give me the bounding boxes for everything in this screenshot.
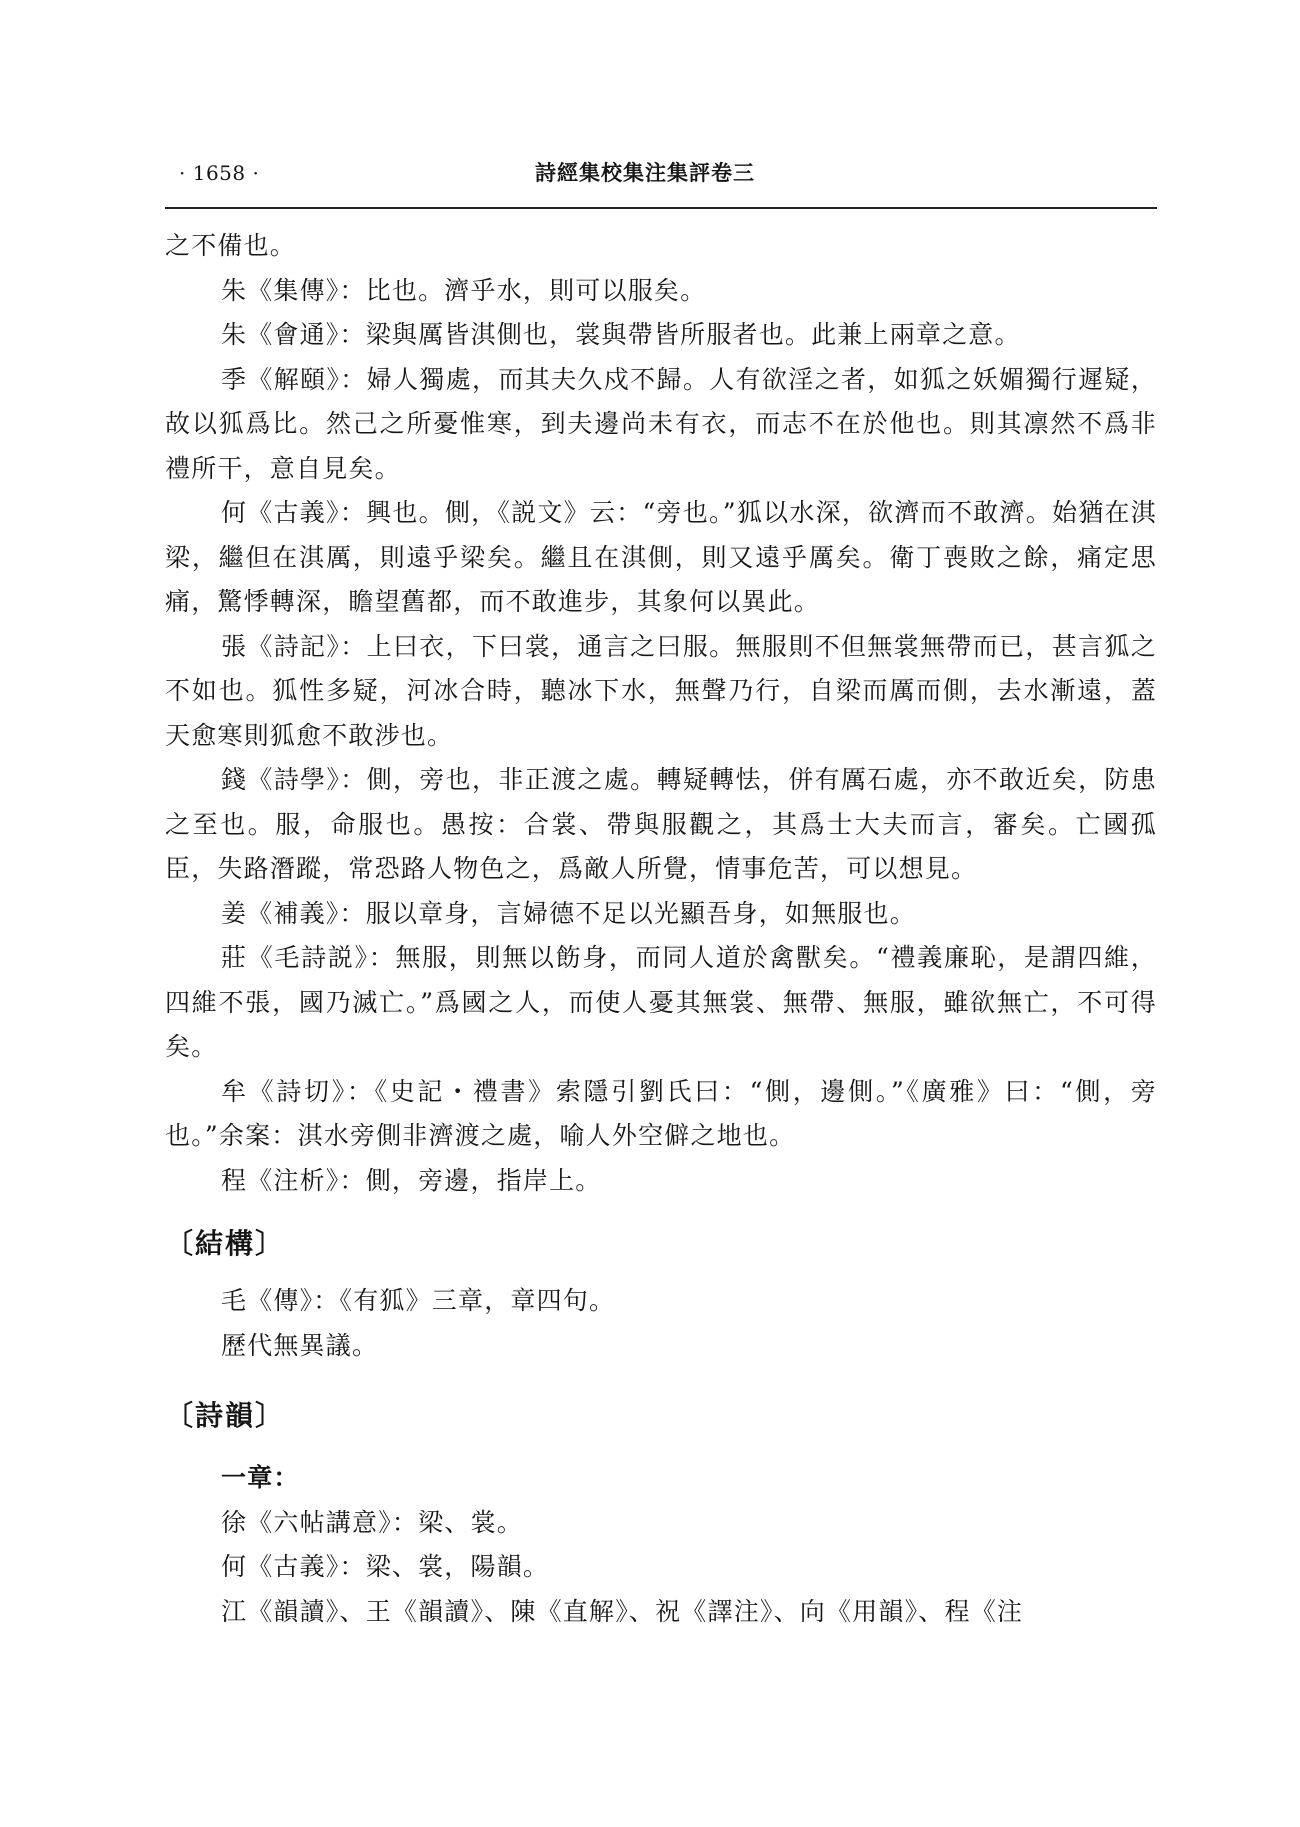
structure-line: 毛《傳》：《有狐》三章，章四句。 — [221, 1286, 616, 1315]
page-number: · 1658 · — [179, 161, 260, 185]
page-content — [165, 224, 1157, 1634]
commentary-he-guyi: 何《古義》：興也。側，《説文》云：“旁也。”狐以水深，欲濟而不敢濟。始猶在淇梁，繼但在淇厲，則遠乎梁矣。繼且在淇側，則又遠乎厲矣。衛丁喪敗之餘，痛定思痛，驚悸轉深，瞻望舊都，而不敢進步，其象何以異此。 — [165, 498, 1157, 616]
commentary-zhu-huitong: 朱《會通》：梁與厲皆淇側也，裳與帶皆所服者也。此兼上兩章之意。 — [221, 320, 1021, 349]
continuation-paragraph: 之不備也。 — [165, 231, 297, 260]
page-header — [165, 158, 1157, 188]
rhyme-line: 江《韻讀》、王《韻讀》、陳《直解》、祝《譯注》、向《用韻》、程《注 — [221, 1596, 1024, 1626]
running-title: 詩經集校集注集評卷三 — [535, 160, 755, 185]
stanza-label: 一章： — [221, 1463, 300, 1492]
commentary-qian-shixue: 錢《詩學》：側，旁也，非正渡之處。轉疑轉怯，併有厲石處，亦不敢近矣，防患之至也。服，命服也。愚按：合裳、帶與服觀之，其爲士大夫而言，審矣。亡國孤臣，失路潛蹤，常恐路人物色之，爲敵人所覺，情事危苦，可以想見。 — [165, 765, 1157, 883]
header-divider — [165, 207, 1157, 209]
rhyme-line: 徐《六帖講意》：梁、裳。 — [221, 1507, 523, 1537]
section-heading-rhyme: 〔詩韻〕 — [165, 1399, 286, 1432]
commentary-jiang-buyi: 姜《補義》：服以章身，言婦德不足以光顯吾身，如無服也。 — [221, 898, 916, 928]
commentary-zhu-jizhuan: 朱《集傳》：比也。濟乎水，則可以服矣。 — [221, 275, 707, 305]
commentary-zhuang-maoshishuo: 莊《毛詩説》：無服，則無以飭身，而同人道於禽獸矣。“禮義廉恥，是謂四維，四維不張，國乃滅亡。”爲國之人，而使人憂其無裳、無帶、無服，雖欲無亡，不可得矣。 — [165, 943, 1157, 1061]
commentary-zhang-shiji: 張《詩記》：上曰衣，下曰裳，通言之曰服。無服則不但無裳無帶而已，甚言狐之不如也。狐性多疑，河冰合時，聽冰下水，無聲乃行，自梁而厲而側，去水漸遠，蓋天愈寒則狐愈不敢涉也。 — [165, 631, 1157, 750]
commentary-mou-shiqie: 牟《詩切》：《史記・禮書》索隱引劉氏曰：“側，邊側。”《廣雅》曰：“側，旁也。”余案：淇水旁側非濟渡之處，喻人外空僻之地也。 — [165, 1076, 1157, 1150]
section-heading-structure: 〔結構〕 — [165, 1227, 286, 1260]
rhyme-line: 何《古義》：梁、裳，陽韻。 — [221, 1552, 550, 1581]
commentary-ji-jieyi: 季《解頤》：婦人獨處，而其夫久戍不歸。人有欲淫之者，如狐之妖媚獨行遲疑，故以狐爲比。然己之所憂惟寒，到夫邊尚未有衣，而志不在於他也。則其凛然不爲非禮所干，意自見矣。 — [165, 364, 1157, 483]
commentary-cheng-zhuxi: 程《注析》：側，旁邊，指岸上。 — [221, 1165, 602, 1195]
structure-line: 歷代無異議。 — [221, 1330, 379, 1360]
